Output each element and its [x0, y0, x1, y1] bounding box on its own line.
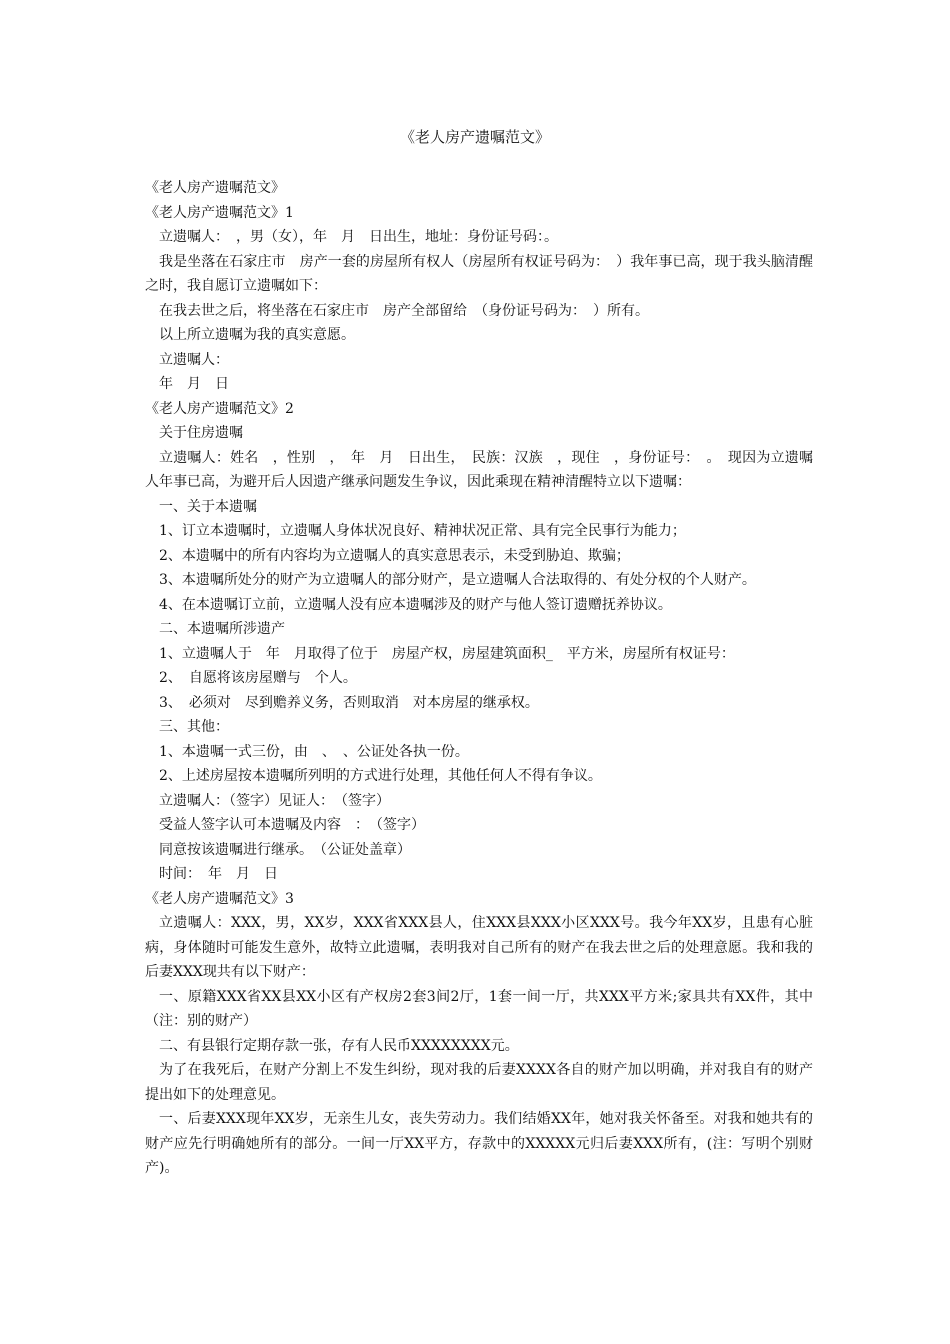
document-paragraph: 三、其他：: [159, 719, 229, 735]
document-title: 《老人房产遗嘱范文》: [399, 128, 550, 146]
document-body: [145, 176, 813, 1181]
document-paragraph: 《老人房产遗嘱范文》3: [145, 890, 294, 907]
document-paragraph: 时间： 年 月 日: [159, 866, 278, 882]
document-paragraph: 4、在本遗嘱订立前，立遗嘱人没有应本遗嘱涉及的财产与他人签订遗赠抚养协议。: [159, 596, 672, 613]
document-paragraph: 1、立遗嘱人于 年 月取得了位于 房屋产权，房屋建筑面积_ 平方米，房屋所有权证号：: [159, 645, 735, 662]
document-paragraph: 立遗嘱人： ，男（女），年 月 日出生，地址：身份证号码：。: [159, 229, 558, 245]
document-paragraph: 一、原籍XXX省XX县XX小区有产权房2套3间2厅，1套一间一厅，共XXX平方米;家具共有XX件，其中（注：别的财产）: [145, 988, 813, 1029]
document-paragraph: 3、本遗嘱所处分的财产为立遗嘱人的部分财产，是立遗嘱人合法取得的、有处分权的个人财产。: [159, 572, 756, 588]
document-paragraph: 1、订立本遗嘱时，立遗嘱人身体状况良好、精神状况正常、具有完全民事行为能力；: [159, 523, 686, 539]
document-paragraph: 二、有县银行定期存款一张，存有人民币XXXXXXXX元。: [159, 1037, 519, 1054]
document-paragraph: 《老人房产遗嘱范文》2: [145, 400, 294, 417]
document-paragraph: 2、 自愿将该房屋赠与 个人。: [159, 670, 357, 686]
document-paragraph: 在我去世之后，将坐落在石家庄市 房产全部留给 （身份证号码为： ）所有。: [159, 302, 649, 319]
document-paragraph: 3、 必须对 尽到赡养义务，否则取消 对本房屋的继承权。: [159, 694, 539, 711]
document-paragraph: 以上所立遗嘱为我的真实意愿。: [159, 327, 355, 343]
document-paragraph: 立遗嘱人：: [159, 351, 229, 368]
document-paragraph: 同意按该遗嘱进行继承。 （公证处盖章）: [159, 841, 411, 858]
document-paragraph: 为了在我死后，在财产分割上不发生纠纷，现对我的后妻XXXX各自的财产加以明确，并对我自有的财产提出如下的处理意见。: [145, 1062, 813, 1103]
document-paragraph: 《老人房产遗嘱范文》1: [145, 204, 294, 221]
document-paragraph: 一、关于本遗嘱: [159, 498, 257, 515]
document-paragraph: 2、上述房屋按本遗嘱所列明的方式进行处理，其他任何人不得有争议。: [159, 768, 602, 784]
document-paragraph: 我是坐落在石家庄市 房产一套的房屋所有权人（房屋所有权证号码为： ）我年事已高，现于我头脑清醒之时，我自愿订立遗嘱如下：: [145, 253, 813, 294]
document-paragraph: 《老人房产遗嘱范文》: [145, 180, 285, 196]
document-paragraph: 1、本遗嘱一式三份，由 、 、公证处各执一份。: [159, 743, 469, 760]
document-paragraph: 立遗嘱人：姓名 ，性别 ， 年 月 日出生， 民族：汉族 ，现住 ，身份证号： 。 现因为立遗嘱人年事已高，为避开后人因遗产继承问题发生争议，因此乘现在精神清醒特立以下遗嘱：: [145, 449, 813, 490]
document-paragraph: 二、本遗嘱所涉遗产: [159, 621, 285, 637]
document-paragraph: 受益人签字认可本遗嘱及内容 ： （签字）: [159, 817, 425, 833]
document-paragraph: 立遗嘱人：XXX，男，XX岁，XXX省XXX县人，住XXX县XXX小区XXX号。我今年XX岁，且患有心脏病，身体随时可能发生意外，故特立此遗嘱，表明我对自己所有的财产在我去世之后的处理意愿。我和我的后妻XXX现共有以下财产：: [145, 915, 813, 980]
document-paragraph: 关于住房遗嘱: [159, 425, 243, 441]
document-paragraph: 年 月 日: [159, 376, 229, 392]
document-paragraph: 一、后妻XXX现年XX岁，无亲生儿女，丧失劳动力。我们结婚XX年，她对我关怀备至。对我和她共有的财产应先行明确她所有的部分。一间一厅XX平方，存款中的XXXXX元归后妻XXX所有，(注：写明个别财产)。: [145, 1111, 813, 1176]
document-paragraph: 立遗嘱人：（签字）见证人： （签字）: [159, 792, 390, 809]
document-paragraph: 2、本遗嘱中的所有内容均为立遗嘱人的真实意思表示，未受到胁迫、欺骗；: [159, 547, 630, 564]
